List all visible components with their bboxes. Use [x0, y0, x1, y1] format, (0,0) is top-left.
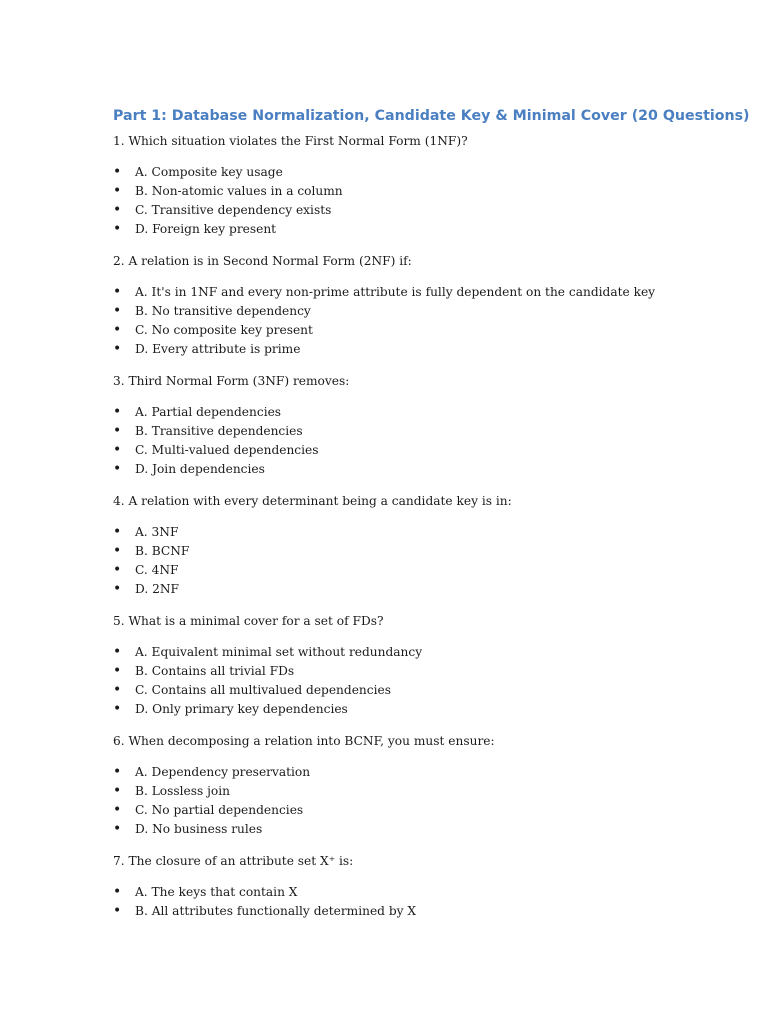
- option-list: [113, 523, 733, 599]
- bullet-icon: •: [113, 562, 122, 578]
- list-item: [113, 662, 733, 681]
- bullet-icon: •: [113, 221, 122, 237]
- list-item: [113, 220, 733, 239]
- option-text: B. Contains all trivial FDs: [135, 664, 295, 678]
- list-item: [113, 321, 733, 340]
- bullet-icon: •: [113, 202, 122, 218]
- list-item: [113, 163, 733, 182]
- option-text: A. Dependency preservation: [135, 765, 311, 779]
- question-4: [113, 493, 733, 599]
- list-item: [113, 580, 733, 599]
- list-item: [113, 182, 733, 201]
- option-text: B. Non-atomic values in a column: [135, 184, 343, 198]
- list-item: [113, 643, 733, 662]
- option-text: D. Join dependencies: [135, 462, 265, 476]
- list-item: [113, 403, 733, 422]
- question-text: 2. A relation is in Second Normal Form (2NF) if:: [113, 254, 412, 268]
- option-list: [113, 883, 733, 921]
- option-text: C. 4NF: [135, 563, 179, 577]
- option-text: C. Multi-valued dependencies: [135, 443, 319, 457]
- option-text: C. Transitive dependency exists: [135, 203, 332, 217]
- bullet-icon: •: [113, 284, 122, 300]
- document-page: [113, 104, 750, 935]
- list-item: [113, 523, 733, 542]
- question-text: 7. The closure of an attribute set X⁺ is:: [113, 854, 354, 868]
- bullet-icon: •: [113, 802, 122, 818]
- list-item: [113, 441, 733, 460]
- list-item: [113, 763, 733, 782]
- option-text: B. All attributes functionally determined by X: [135, 904, 417, 918]
- option-text: D. Only primary key dependencies: [135, 702, 348, 716]
- question-3: [113, 373, 733, 479]
- bullet-icon: •: [113, 341, 122, 357]
- question-text: 5. What is a minimal cover for a set of FDs?: [113, 614, 384, 628]
- list-item: [113, 681, 733, 700]
- bullet-icon: •: [113, 543, 122, 559]
- question-6: [113, 733, 733, 839]
- option-text: A. Composite key usage: [135, 165, 283, 179]
- option-list: [113, 283, 733, 359]
- bullet-icon: •: [113, 404, 122, 420]
- question-1: [113, 133, 733, 239]
- list-item: [113, 883, 733, 902]
- question-2: [113, 253, 733, 359]
- question-text: 1. Which situation violates the First Normal Form (1NF)?: [113, 134, 468, 148]
- bullet-icon: •: [113, 164, 122, 180]
- list-item: [113, 302, 733, 321]
- list-item: [113, 460, 733, 479]
- bullet-icon: •: [113, 644, 122, 660]
- option-text: C. Contains all multivalued dependencies: [135, 683, 391, 697]
- bullet-icon: •: [113, 903, 122, 919]
- option-text: B. Transitive dependencies: [135, 424, 303, 438]
- list-item: [113, 700, 733, 719]
- option-text: A. The keys that contain X: [135, 885, 298, 899]
- list-item: [113, 542, 733, 561]
- option-text: C. No composite key present: [135, 323, 313, 337]
- option-text: A. Partial dependencies: [135, 405, 282, 419]
- list-item: [113, 340, 733, 359]
- bullet-icon: •: [113, 303, 122, 319]
- option-list: [113, 643, 733, 719]
- bullet-icon: •: [113, 682, 122, 698]
- bullet-icon: •: [113, 322, 122, 338]
- list-item: [113, 561, 733, 580]
- option-list: [113, 763, 733, 839]
- list-item: [113, 201, 733, 220]
- bullet-icon: •: [113, 884, 122, 900]
- bullet-icon: •: [113, 764, 122, 780]
- question-text: 4. A relation with every determinant being a candidate key is in:: [113, 494, 512, 508]
- option-text: A. It's in 1NF and every non-prime attribute is fully dependent on the candidate key: [135, 285, 656, 299]
- bullet-icon: •: [113, 701, 122, 717]
- option-text: D. No business rules: [135, 822, 263, 836]
- option-text: D. 2NF: [135, 582, 179, 596]
- option-text: D. Every attribute is prime: [135, 342, 301, 356]
- bullet-icon: •: [113, 183, 122, 199]
- option-text: A. 3NF: [135, 525, 179, 539]
- option-text: A. Equivalent minimal set without redundancy: [135, 645, 423, 659]
- option-text: B. BCNF: [135, 544, 190, 558]
- option-list: [113, 403, 733, 479]
- list-item: [113, 820, 733, 839]
- list-item: [113, 422, 733, 441]
- bullet-icon: •: [113, 524, 122, 540]
- list-item: [113, 283, 733, 302]
- bullet-icon: •: [113, 581, 122, 597]
- bullet-icon: •: [113, 821, 122, 837]
- bullet-icon: •: [113, 783, 122, 799]
- question-7: [113, 853, 733, 921]
- option-text: B. Lossless join: [135, 784, 231, 798]
- question-text: 3. Third Normal Form (3NF) removes:: [113, 374, 350, 388]
- question-5: [113, 613, 733, 719]
- list-item: [113, 782, 733, 801]
- bullet-icon: •: [113, 442, 122, 458]
- question-text: 6. When decomposing a relation into BCNF, you must ensure:: [113, 734, 495, 748]
- option-text: D. Foreign key present: [135, 222, 277, 236]
- list-item: [113, 902, 733, 921]
- option-text: C. No partial dependencies: [135, 803, 304, 817]
- bullet-icon: •: [113, 663, 122, 679]
- list-item: [113, 801, 733, 820]
- section-heading: Part 1: Database Normalization, Candidate Key & Minimal Cover (20 Questions): [113, 108, 750, 124]
- bullet-icon: •: [113, 423, 122, 439]
- option-list: [113, 163, 733, 239]
- bullet-icon: •: [113, 461, 122, 477]
- option-text: B. No transitive dependency: [135, 304, 311, 318]
